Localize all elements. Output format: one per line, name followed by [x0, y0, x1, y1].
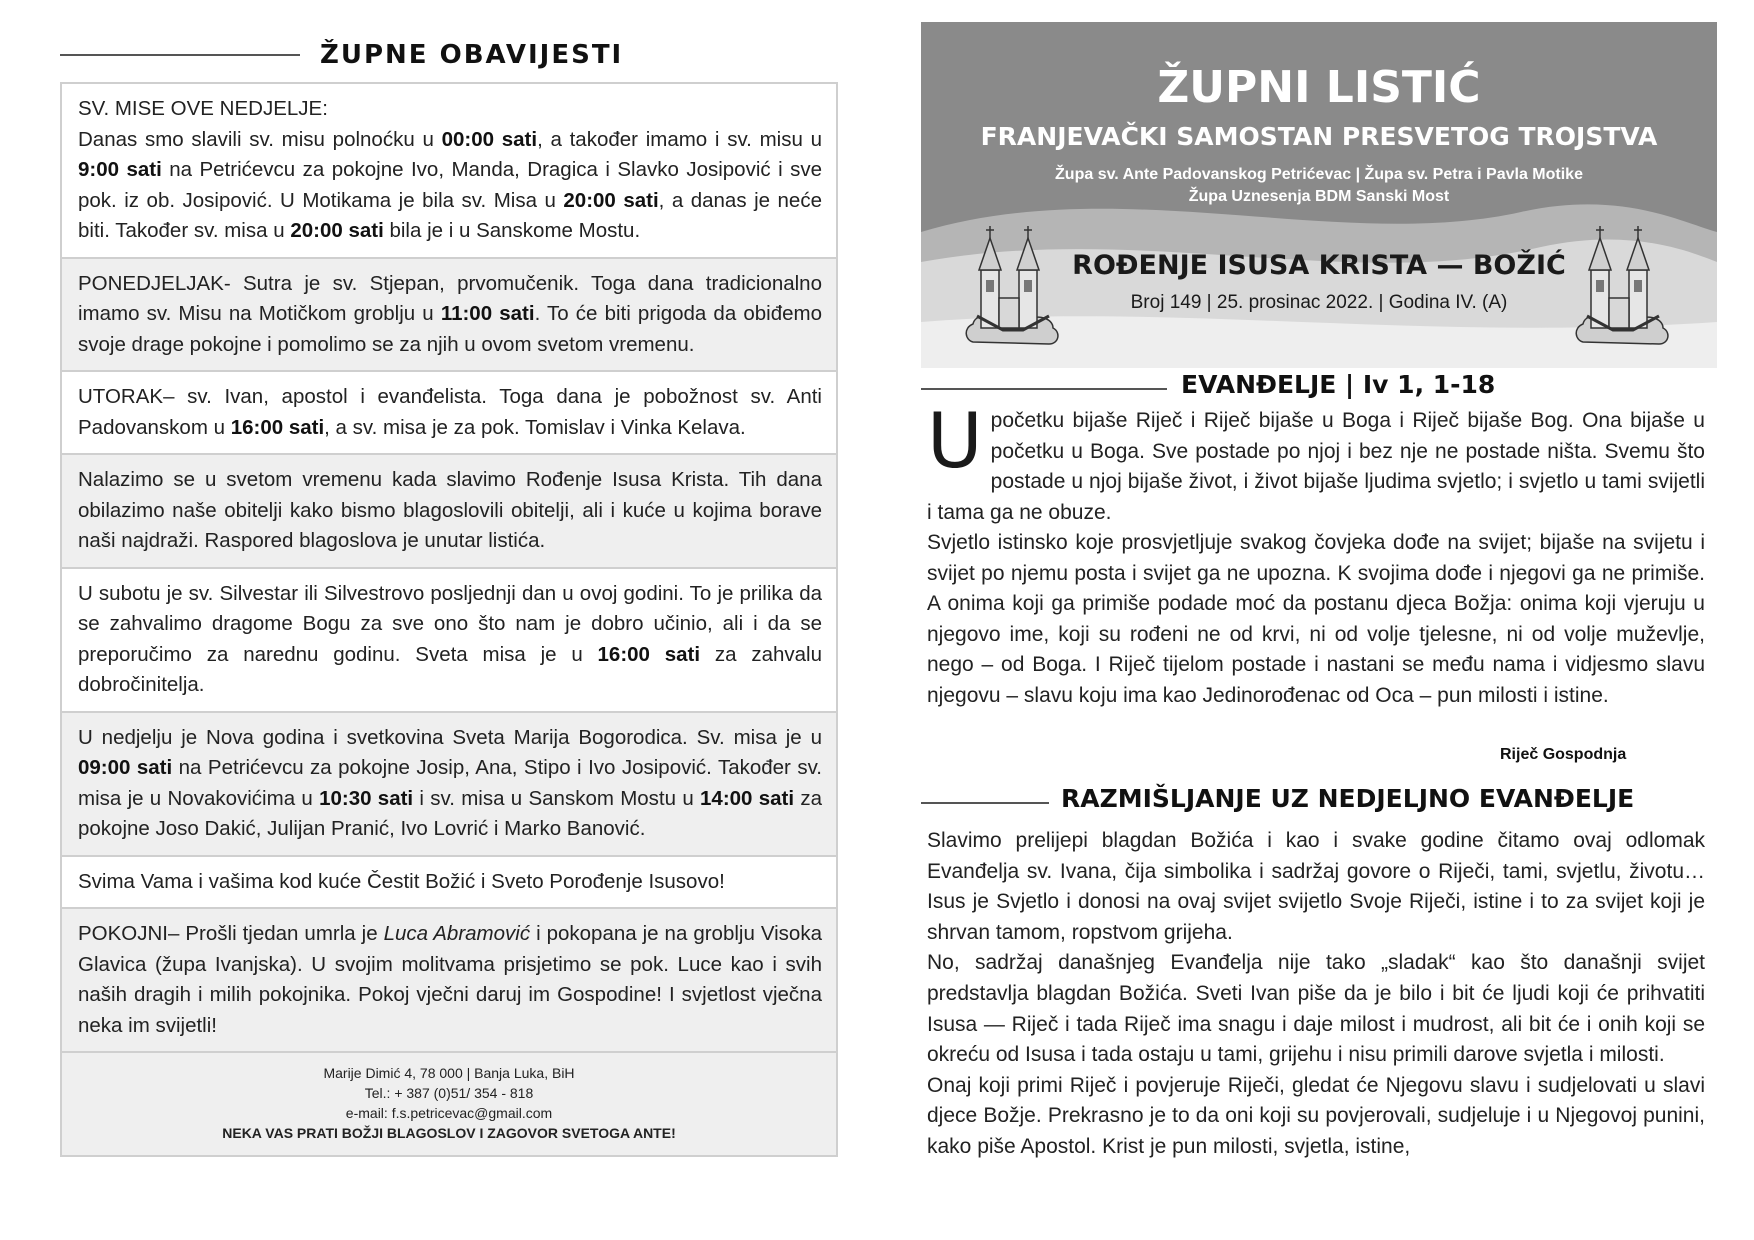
gospel-text: U početku bijaše Riječ i Riječ bijaše u Boga i Riječ bijaše Bog. Ona bijaše u početku u Boga. Sve postade po njoj i bez nje ne postade ništa. Svemu što postade u njoj bijaše život, i život bijaše ljudima svjetlo; i svjetlo u tami svijetli i tama ga ne obuze. Svjetlo istinsko koje prosvjetljuje svakog čovjeka dođe na svijet; bijaše na svijetu i svijet po njemu posta i svijet ga ne upozna. K svojima dođe i njegovi ga ne primiše. A onima koji ga primiše podade moć da postanu djeca Božja: onima koji vjeruju u njegovo ime, koji su rođeni ne od krvi, ni od volje tjelesne, ni od volje muževlje, nego – od Boga. I Riječ tijelom postade i nastani se među nama i vidjesmo slavu njegovu – slavu koju ima kao Jedinorođenac od Oca – pun milosti i istine.: [927, 396, 1705, 707]
notices-header: [60, 40, 840, 80]
reflection-text: Slavimo prelijepi blagdan Božića i kao i svake godine čitamo ovaj odlomak Evanđelja sv. Ivana, čija simbolika i sadržaj govore o Riječi, tami, svjetlu, životu… Isus je Svjetlo i donosi na ovaj svijet svijetlo Svoje Riječi, istine i to za svijet koji je shrvan tamom, ropstvom grijeha. No, sadržaj današnjeg Evanđelja nije tako „sladak“ kao što današnji svijet predstavlja blagdan Božića. Sveti Ivan piše da je bilo i bit će ljudi koji će prihvatiti Isusa — Riječ i tada Riječ ima snagu i daje milost i mudrost, ali bit će i onih koji se okreću od Isusa i tada ostaju u tami, grijehu i nisu primili darove svjetla i milosti. Onaj koji primi Riječ i povjeruje Riječi, gledat će Njegovu slavu i sudjelovati u slavi djece Božje. Prekrasno je to da oni koji su povjerovali, sudjeluje i u Njegovoj punini, kako piše Apostol. Krist je pun milosti, svjetla, istine,: [927, 829, 1705, 1158]
header-rule: [60, 54, 300, 56]
notice-greeting: Svima Vama i vašima kod kuće Čestit Božić i Sveto Porođenje Isusovo!: [60, 857, 838, 910]
notice-title: SV. MISE OVE NEDJELJE:: [78, 97, 328, 120]
footer-address: Marije Dimić 4, 78 000 | Banja Luka, BiH: [323, 1065, 575, 1081]
reflection-heading: RAZMIŠLJANJE UZ NEDJELJNO EVANĐELJE: [1061, 784, 1635, 813]
notice-saturday: U subotu je sv. Silvestar ili Silvestrovo posljednji dan u ovoj godini. To je prilika da se zahvalimo dragome Bogu za sve ono što nam je dobro učinio, ali i da se preporučimo za narednu godinu. Sveta misa je u 16:00 sati za zahvalu dobročinitelja.: [60, 569, 838, 713]
footer-blessing: NEKA VAS PRATI BOŽJI BLAGOSLOV I ZAGOVOR SVETOGA ANTE!: [222, 1125, 676, 1141]
notice-monday: PONEDJELJAK- Sutra je sv. Stjepan, prvomučenik. Toga dana tradicionalno imamo sv. Misu na Motičkom groblju u 11:00 sati. To će biti prigoda da obiđemo svoje drage pokojne i pomolimo se za njih u ovom svetom vremenu.: [60, 259, 838, 373]
footer-email: e-mail: f.s.petricevac@gmail.com: [345, 1105, 553, 1121]
header-rule: [921, 802, 1049, 804]
masthead-banner: [921, 22, 1717, 368]
notice-sunday-masses: SV. MISE OVE NEDJELJE: Danas smo slavili sv. misu polnoćku u 00:00 sati, a također imamo i sv. misu u 9:00 sati na Petrićevcu za pokojne Ivo, Manda, Dragica i Slavko Josipović i sve pok. iz ob. Josipović. U Motikama je bila sv. Misa u 20:00 sati, a danas je neće biti. Također sv. misa u 20:00 sati bila je i u Sanskome Mostu.: [60, 82, 838, 259]
bulletin-title: ŽUPNI LISTIĆ: [1157, 62, 1481, 113]
notice-blessing-season: Nalazimo se u svetom vremenu kada slavimo Rođenje Isusa Krista. Tih dana obilazimo naše obitelji kako bismo blagoslovili obitelji, ali i kuće u kojima borave naši najdraži. Raspored blagoslova je unutar listića.: [60, 455, 838, 569]
drop-cap: U: [927, 396, 983, 485]
notice-title: POKOJNI: [78, 922, 168, 945]
monastery-name: FRANJEVAČKI SAMOSTAN PRESVETOG TROJSTVA: [980, 122, 1658, 151]
notice-title: PONEDJELJAK: [78, 271, 224, 295]
church-right-icon: [1573, 220, 1673, 360]
notice-title: UTORAK: [78, 385, 164, 408]
parish-list: Župa sv. Ante Padovanskog Petrićevac | Župa sv. Petra i Pavla Motike Župa Uznesenja BDM Sanski Most: [1055, 166, 1583, 205]
gospel-header: [921, 370, 1717, 406]
notice-new-year: U nedjelju je Nova godina i svetkovina Sveta Marija Bogorodica. Sv. misa je u 09:00 sati na Petrićevcu za pokojne Josip, Ana, Stipo i Ivo Josipović. Također sv. misa je u Novakovićima u 10:30 sati i sv. misa u Sanskom Mostu u 14:00 sati za pokojne Joso Dakić, Julijan Pranić, Ivo Lovrić i Marko Banović.: [60, 713, 838, 857]
notices-heading: ŽUPNE OBAVIJESTI: [320, 40, 624, 70]
header-rule: [921, 388, 1167, 390]
church-left-icon: [963, 220, 1063, 360]
footer-phone: Tel.: + 387 (0)51/ 354 - 818: [364, 1085, 534, 1101]
issue-info: Broj 149 | 25. prosinac 2022. | Godina IV. (A): [1130, 292, 1508, 313]
notices-list: [60, 82, 838, 1157]
reflection-header: [921, 784, 1717, 820]
gospel-heading: EVANĐELJE | Iv 1, 1-18: [1181, 370, 1496, 399]
gospel-signature: Riječ Gospodnja: [1500, 746, 1627, 763]
feast-title: ROĐENJE ISUSA KRISTA — BOŽIĆ: [1072, 250, 1566, 281]
contact-footer: [60, 1053, 838, 1157]
notice-tuesday: UTORAK– sv. Ivan, apostol i evanđelista. Toga dana je pobožnost sv. Anti Padovanskom u 16:00 sati, a sv. misa je za pok. Tomislav i Vinka Kelava.: [60, 372, 838, 455]
notice-deceased: POKOJNI– Prošli tjedan umrla je Luca Abramović i pokopana je na groblju Visoka Glavica (župa Ivanjska). U svojim molitvama prisjetimo se pok. Luce kao i svih naših dragih i milih pokojnika. Pokoj vječni daruj im Gospodine! I svjetlost vječna neka im svijetli!: [60, 909, 838, 1053]
